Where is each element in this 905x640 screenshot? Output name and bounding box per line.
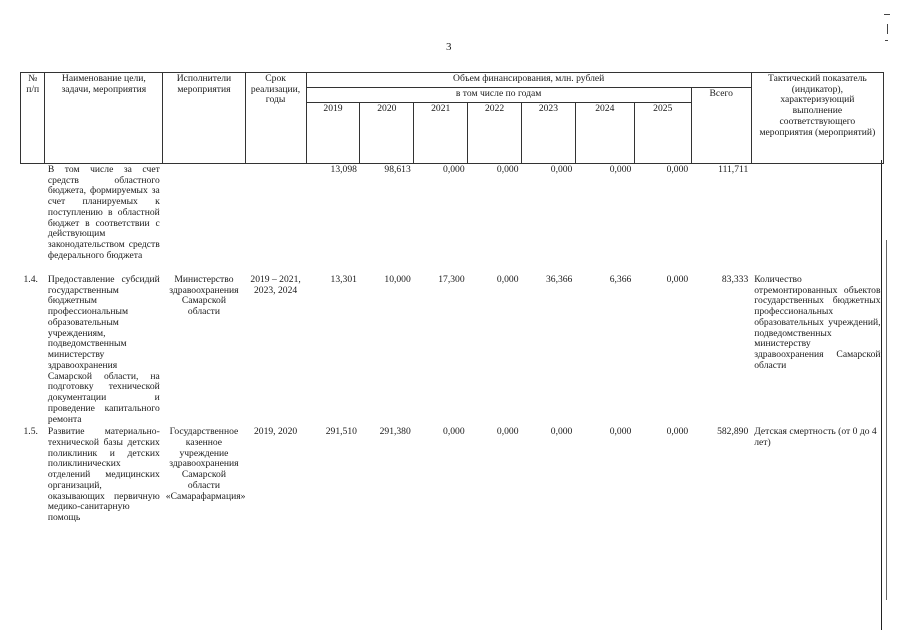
row-value: 0,000 (496, 274, 519, 285)
table-row (21, 426, 884, 525)
row-value: 13,098 (330, 164, 357, 175)
scan-mark (887, 24, 888, 34)
scan-mark (885, 40, 888, 41)
row-value: 0,000 (666, 274, 689, 285)
row-executors: Государственное казенное учреждение здравоохранения Самарской области «Самарафармация» (165, 426, 246, 502)
row-num: 1.5. (23, 426, 38, 438)
header-indicator: Тактический показатель (индикатор), характеризующий выполнение соответствующего мероприятия (мероприятий) (751, 73, 883, 164)
header-year: 2020 (360, 103, 414, 164)
header-term: Срок реализации, годы (245, 73, 306, 164)
row-value: 291,510 (325, 426, 357, 438)
row-value: 6,366 (609, 274, 632, 285)
header-by-years: в том числе по годам (306, 88, 691, 103)
row-term: 2019, 2020 (253, 426, 298, 438)
row-value: 0,000 (666, 426, 689, 438)
row-value: 36,366 (545, 274, 573, 285)
page-number: 3 (446, 41, 452, 53)
row-name: В том числе за счет средств областного бюджета, формируемых за счет планируемых к поступлению в областной бюджет в соответствии с действующим законодательством средств федерального бюджета (47, 164, 160, 261)
header-year: 2019 (306, 103, 360, 164)
row-executors (163, 164, 245, 275)
row-value: 0,000 (443, 164, 465, 175)
row-indicator: Количество отремонтированных объектов государственных бюджетных профессиональных образовательных учреждений, подведомственных министерству здравоохранения Самарской области (754, 274, 881, 371)
row-total: 582,890 (717, 426, 749, 438)
header-name: Наименование цели, задачи, мероприятия (45, 73, 163, 164)
scan-mark (884, 14, 890, 15)
row-term (245, 164, 306, 275)
row-value: 291,380 (379, 426, 411, 438)
row-num: 1.4. (23, 274, 38, 285)
header-executors: Исполнители мероприятия (163, 73, 245, 164)
header-total: Всего (691, 88, 751, 164)
table-row (21, 164, 884, 275)
header-financing: Объем финансирования, млн. рублей (306, 73, 751, 88)
header-num: № п/п (21, 73, 45, 164)
row-value: 13,301 (330, 274, 357, 285)
header-year: 2023 (522, 103, 576, 164)
row-total: 111,711 (718, 164, 749, 175)
row-value: 98,613 (384, 164, 411, 175)
row-value: 0,000 (666, 164, 689, 175)
row-value: 0,000 (496, 164, 519, 175)
row-executors: Министерство здравоохранения Самарской области (169, 274, 239, 318)
row-value: 10,000 (384, 274, 411, 285)
row-name: Предоставление субсидий государственным бюджетным профессиональным образовательным учреждениям, подведомственным министерству здравоохранения Самарской области, на подготовку технической документации и проведение капитального ремонта (47, 274, 160, 425)
header-year: 2021 (414, 103, 468, 164)
row-name: Развитие материально-технической базы детских поликлиник и детских поликлинических отделений медицинских организаций, оказывающих первичную медико-санитарную помощь (47, 426, 160, 524)
row-value: 0,000 (609, 164, 632, 175)
row-value: 0,000 (443, 426, 465, 438)
row-value: 17,300 (438, 274, 465, 285)
row-indicator (751, 164, 883, 275)
scan-edge-line (886, 240, 887, 600)
header-year: 2024 (575, 103, 634, 164)
row-value: 0,000 (550, 164, 573, 175)
row-total: 83,333 (721, 274, 749, 285)
row-value: 0,000 (609, 426, 632, 438)
row-term: 2019 – 2021, 2023, 2024 (250, 274, 301, 296)
table-row (21, 274, 884, 426)
row-value: 0,000 (496, 426, 519, 438)
header-year: 2022 (468, 103, 522, 164)
row-value: 0,000 (550, 426, 573, 438)
row-indicator: Детская смертность (от 0 до 4 лет) (754, 426, 877, 449)
financing-table (20, 72, 884, 525)
row-num (21, 164, 45, 275)
header-year: 2025 (634, 103, 691, 164)
